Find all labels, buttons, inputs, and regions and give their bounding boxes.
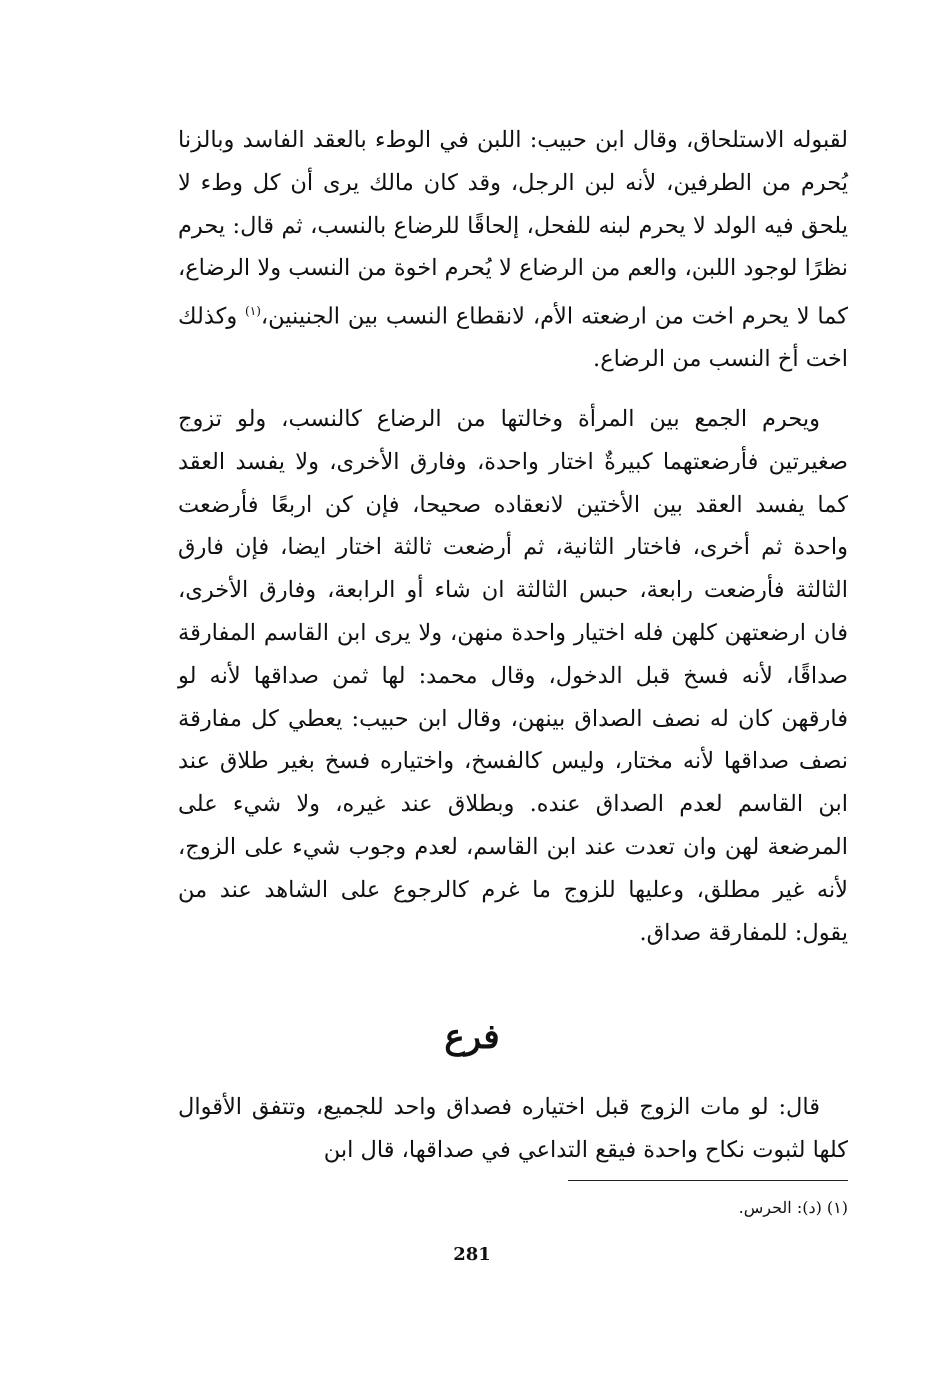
paragraph-3-text: قال: لو مات الزوج قبل اختياره فصداق واحد للجميع، وتتفق الأقوال كلها لثبوت نكاح واحدة فيقع التداعي في صداقها، قال ابن [178,1094,848,1163]
paragraph-1-text: لقبوله الاستلحاق، وقال ابن حبيب: اللبن في الوطء بالعقد الفاسد وبالزنا يُحرم من الطرفين، لأنه لبن الرجل، وقد كان مالك يرى أن كل وطء لا يلحق فيه الولد لا يحرم لبنه للفحل، إلحاقًا للرضاع بالنسب، ثم قال: يحرم نظرًا لوجود اللبن، والعم من الرضاع لا يُحرم اخوة من النسب ولا الرضاع، كما لا يحرم اخت من ارضعته الأم، لانقطاع النسب بين الجنينين، [178,127,848,330]
body-paragraph-1 [178,119,848,381]
section-heading: فرع [444,1017,500,1057]
paragraph-1-end: وكذلك اخت أخ النسب من الرضاع. [178,303,848,373]
body-paragraph-3 [178,1086,848,1172]
footnote-1: (١) (د): الحرس. [738,1198,848,1217]
footnote-divider [568,1180,848,1181]
body-paragraph-2 [178,398,848,954]
paragraph-2-text: ويحرم الجمع بين المرأة وخالتها من الرضاع كالنسب، ولو تزوج صغيرتين فأرضعتهما كبيرةٌ اختار واحدة، وفارق الأخرى، ولا يفسد العقد كما يفسد العقد بين الأختين لانعقاده صحيحا، فإن كن اربعًا فأرضعت واحدة ثم أخرى، فاختار الثانية، ثم أرضعت ثالثة اختار ايضا، فإن فارق الثالثة فأرضعت رابعة، حبس الثالثة ان شاء أو الرابعة، وفارق الأخرى، فان ارضعتهن كلهن فله اختيار واحدة منهن، ولا يرى ابن القاسم المفارقة صداقًا، لأنه فسخ قبل الدخول، وقال محمد: لها ثمن صداقها لأنه لو فارقهن كان له نصف الصداق بينهن، وقال ابن حبيب: يعطي كل مفارقة نصف صداقها لأنه مختار، وليس كالفسخ، واختياره فسخ بغير طلاق عند ابن القاسم لعدم الصداق عنده. وبطلاق عند غيره، ولا شيء على المرضعة لهن وان تعدت عند ابن القاسم، لعدم وجوب شيء على الزوج، لأنه غير مطلق، وعليها للزوج ما غرم كالرجوع على الشاهد عند من يقول: للمفارقة صداق. [178,406,848,946]
page-number: 281 [453,1244,491,1265]
footnote-marker: (١) [245,304,261,319]
